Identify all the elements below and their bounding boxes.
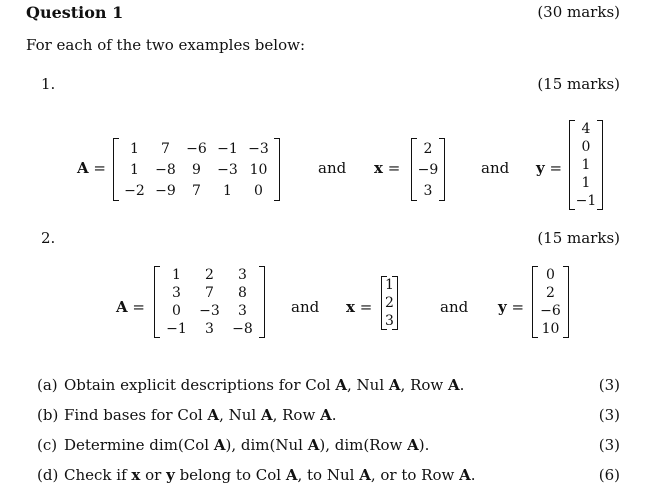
question-marks: (30 marks): [537, 3, 620, 21]
example-2-vector-y-entry: −6: [540, 303, 561, 319]
part-marks: (3): [598, 406, 620, 424]
question-title: Question 1: [26, 3, 124, 22]
example-1-vector-x-table: [417, 138, 439, 201]
vector-x-symbol: x: [374, 159, 383, 177]
example-1-and-1: and: [318, 159, 347, 177]
example-1-x-equation-label: x =: [374, 159, 401, 177]
example-1-matrix-A-entry: −3: [248, 140, 269, 157]
example-1-matrix-A-table: [119, 138, 274, 201]
example-2-matrix-A-entry: −8: [232, 321, 253, 337]
example-2-matrix-A-row: [160, 284, 259, 302]
example-2-vector-y-entry: 10: [541, 321, 560, 337]
example-2-number: 2.: [41, 229, 56, 247]
example-2-and-2: and: [440, 298, 469, 316]
example-2-matrix-A-entry: 2: [205, 267, 214, 283]
example-1-vector-y-entry: 1: [581, 175, 591, 191]
example-1-vector-y-row: [575, 192, 597, 210]
example-1-vector-y-row: [575, 120, 597, 138]
example-1-matrix-A-entry: −3: [217, 161, 238, 178]
part-label: (c): [37, 436, 58, 454]
example-2-matrix-A-entry: 1: [172, 267, 181, 283]
matrix-A-symbol: A: [77, 159, 89, 177]
vector-x-symbol: x: [346, 298, 355, 316]
example-1-matrix-A-entry: 7: [161, 140, 170, 157]
example-2-vector-x: [381, 276, 398, 330]
example-2-matrix-A-entry: 3: [172, 285, 181, 301]
example-2-matrix-A-entry: 3: [205, 321, 214, 337]
example-1-vector-y-entry: 1: [581, 157, 591, 173]
part-text: Determine dim(Col A), dim(Nul A), dim(Row A).: [64, 436, 430, 454]
example-2-matrix-A-entry: 7: [205, 285, 214, 301]
example-2-vector-y-entry: 0: [546, 267, 555, 283]
example-1-vector-x-entry: 2: [423, 140, 433, 157]
example-1-matrix-A-entry: −9: [155, 182, 176, 199]
example-1-vector-x-row: [417, 180, 439, 201]
vector-y-symbol: y: [536, 159, 545, 177]
example-1-vector-x-entry: −9: [417, 161, 439, 178]
example-1-vector-y-row: [575, 138, 597, 156]
example-2-vector-y-row: [538, 302, 563, 320]
example-2-A-equation-label: A =: [116, 298, 145, 316]
example-1-and-2: and: [481, 159, 510, 177]
example-1-matrix-A: [113, 138, 280, 201]
example-1-matrix-A-entry: 1: [223, 182, 232, 199]
part-label: (a): [37, 376, 58, 394]
example-2-vector-x-entry: 3: [385, 313, 394, 329]
example-1-vector-y-entry: 0: [581, 139, 591, 155]
example-1-vector-y-row: [575, 156, 597, 174]
example-1-vector-y-entry: −1: [575, 193, 597, 209]
part-marks: (3): [598, 436, 620, 454]
example-1-number: 1.: [41, 75, 56, 93]
part-text: Check if x or y belong to Col A, to Nul A, or to Row A.: [64, 466, 476, 484]
example-1-matrix-A-entry: −2: [124, 182, 145, 199]
matrix-A-symbol: A: [116, 298, 128, 316]
part-label: (d): [37, 466, 59, 484]
example-1-matrix-A-entry: −1: [217, 140, 238, 157]
part-marks: (6): [598, 466, 620, 484]
example-2-vector-y: [532, 266, 569, 338]
example-2-matrix-A-entry: 8: [238, 285, 247, 301]
example-1-matrix-A-row: [119, 138, 274, 159]
example-2-matrix-A-entry: −1: [166, 321, 187, 337]
example-2-vector-y-row: [538, 266, 563, 284]
example-1-matrix-A-row: [119, 180, 274, 201]
example-1-y-equation-label: y =: [536, 159, 563, 177]
part-label: (b): [37, 406, 59, 424]
example-2-matrix-A-entry: −3: [199, 303, 220, 319]
example-2-matrix-A: [154, 266, 265, 338]
example-2-matrix-A-row: [160, 266, 259, 284]
example-2-matrix-A-entry: 0: [172, 303, 181, 319]
example-1-vector-y-entry: 4: [581, 121, 591, 137]
example-1-matrix-A-entry: 0: [254, 182, 263, 199]
example-2-matrix-A-row: [160, 302, 259, 320]
example-2-vector-y-entry: 2: [546, 285, 555, 301]
example-2-vector-y-table: [538, 266, 563, 338]
example-1-matrix-A-entry: 1: [130, 140, 139, 157]
part-text: Obtain explicit descriptions for Col A, Nul A, Row A.: [64, 376, 465, 394]
example-2-and-1: and: [291, 298, 320, 316]
example-1-marks: (15 marks): [537, 75, 620, 93]
example-2-y-equation-label: y =: [498, 298, 525, 316]
example-1-vector-y: [569, 120, 603, 210]
example-1-vector-x-entry: 3: [423, 182, 433, 199]
example-1-vector-x-row: [417, 159, 439, 180]
example-2-vector-x-entry: 2: [385, 295, 394, 311]
example-2-matrix-A-entry: 3: [238, 303, 247, 319]
example-1-vector-y-row: [575, 174, 597, 192]
example-1-matrix-A-entry: −6: [186, 140, 207, 157]
question-intro: For each of the two examples below:: [26, 36, 306, 54]
example-1-matrix-A-entry: 9: [192, 161, 201, 178]
example-2-marks: (15 marks): [537, 229, 620, 247]
example-2-vector-y-row: [538, 320, 563, 338]
example-1-vector-y-table: [575, 120, 597, 210]
example-2-vector-y-row: [538, 284, 563, 302]
example-2-x-equation-label: x =: [346, 298, 373, 316]
example-1-matrix-A-entry: 10: [249, 161, 268, 178]
example-2-matrix-A-row: [160, 320, 259, 338]
example-1-matrix-A-entry: −8: [155, 161, 176, 178]
vector-y-symbol: y: [498, 298, 507, 316]
part-marks: (3): [598, 376, 620, 394]
example-1-matrix-A-entry: 1: [130, 161, 139, 178]
example-1-matrix-A-row: [119, 159, 274, 180]
example-1-vector-x-row: [417, 138, 439, 159]
example-2-vector-x-entry: 1: [385, 277, 394, 293]
example-2-matrix-A-table: [160, 266, 259, 338]
example-1-A-equation-label: A =: [77, 159, 106, 177]
example-1-matrix-A-entry: 7: [192, 182, 201, 199]
example-1-vector-x: [411, 138, 445, 201]
example-2-matrix-A-entry: 3: [238, 267, 247, 283]
part-text: Find bases for Col A, Nul A, Row A.: [64, 406, 337, 424]
